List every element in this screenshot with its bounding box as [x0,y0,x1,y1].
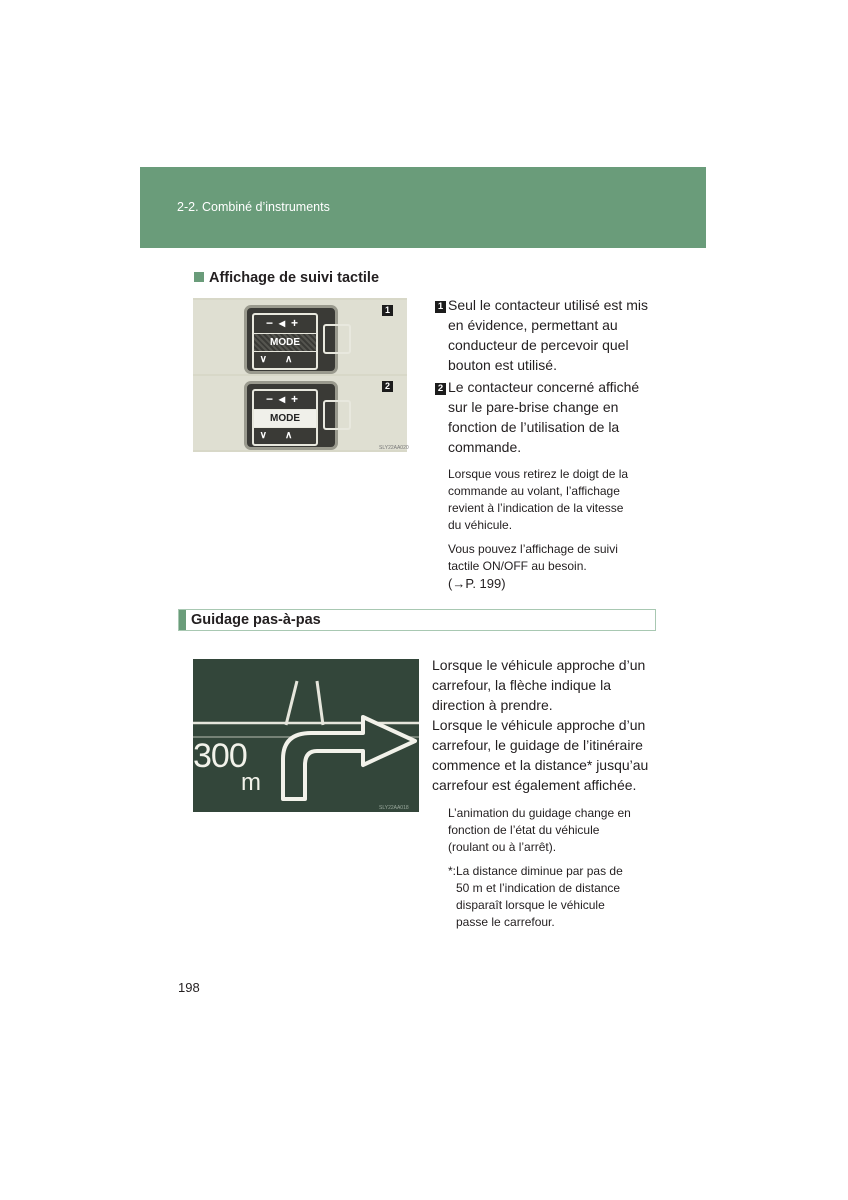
number-badge: 1 [435,301,446,313]
section-title-guidage: Guidage pas-à-pas [191,612,321,628]
distance-unit: m [241,769,261,796]
numbered-item-1: 1 Seul le contacteur utilisé est mis en évidence, permettant au conducteur de percevoir quel bouton est utilisé. [435,295,651,375]
mode-button-label: MODE [254,333,316,352]
page-reference-link[interactable]: (→P. 199) [448,576,506,591]
volume-icons: −◂+ [265,316,305,330]
figure-badge-1: 1 [382,305,393,316]
chapter-header [140,167,706,248]
note-on-off: Vous pouvez l’affichage de suivi tactile ON/OFF au besoin. (→P. 199) [448,541,651,592]
note-finger-release: Lorsque vous retirez le doigt de la commande au volant, l’affichage revient à l’indication de la vitesse du véhicule. [448,467,629,532]
display-grid-icon [323,400,351,430]
turn-arrow-icon [193,659,419,812]
figure-panel-1 [193,300,407,374]
steering-switch-display [244,305,338,374]
steering-switch-display-highlighted [244,381,338,450]
figure-code: SLY22AA018 [379,805,409,811]
guidance-paragraph: Lorsque le véhicule approche d’un carrefour, la flèche indique la direction à prendre. Lorsque le véhicule approche d’un carrefour, le guidage de l’itinéraire commence et la distance* jusqu’au carrefour est également affichée. [432,657,649,793]
chapter-title: 2-2. Combiné d’instruments [177,200,330,214]
numbered-item-2: 2 Le contacteur concerné affiché sur le pare-brise change en fonction de l’utilisation de la commande. [435,377,651,457]
figure-badge-2: 2 [382,381,393,392]
touch-tracer-figure [193,298,407,452]
distance-value: 300 [193,737,247,775]
note-animation: L’animation du guidage change en fonction de l’état du véhicule (roulant ou à l’arrêt). [448,806,631,854]
arrow-icons: ∨∧ [259,354,311,365]
display-grid-icon [323,324,351,354]
note-distance-footnote: *:La distance diminue par pas de 50 m et l’indication de distance disparaît lorsque le véhicule passe le carrefour. [448,864,623,929]
figure-panel-2 [193,376,407,450]
mode-button-label: MODE [254,409,316,428]
section-bar-guidage [178,609,656,631]
figure-code: SLY22AA020 [379,445,409,451]
arrow-icons: ∨∧ [259,430,311,441]
volume-icons: −◂+ [265,392,305,406]
page-number: 198 [178,980,200,995]
turn-guidance-figure [193,659,419,812]
number-badge: 2 [435,383,446,395]
section-accent [179,610,186,630]
section-title-tactile: Affichage de suivi tactile [194,270,379,286]
square-bullet-icon [194,272,204,282]
